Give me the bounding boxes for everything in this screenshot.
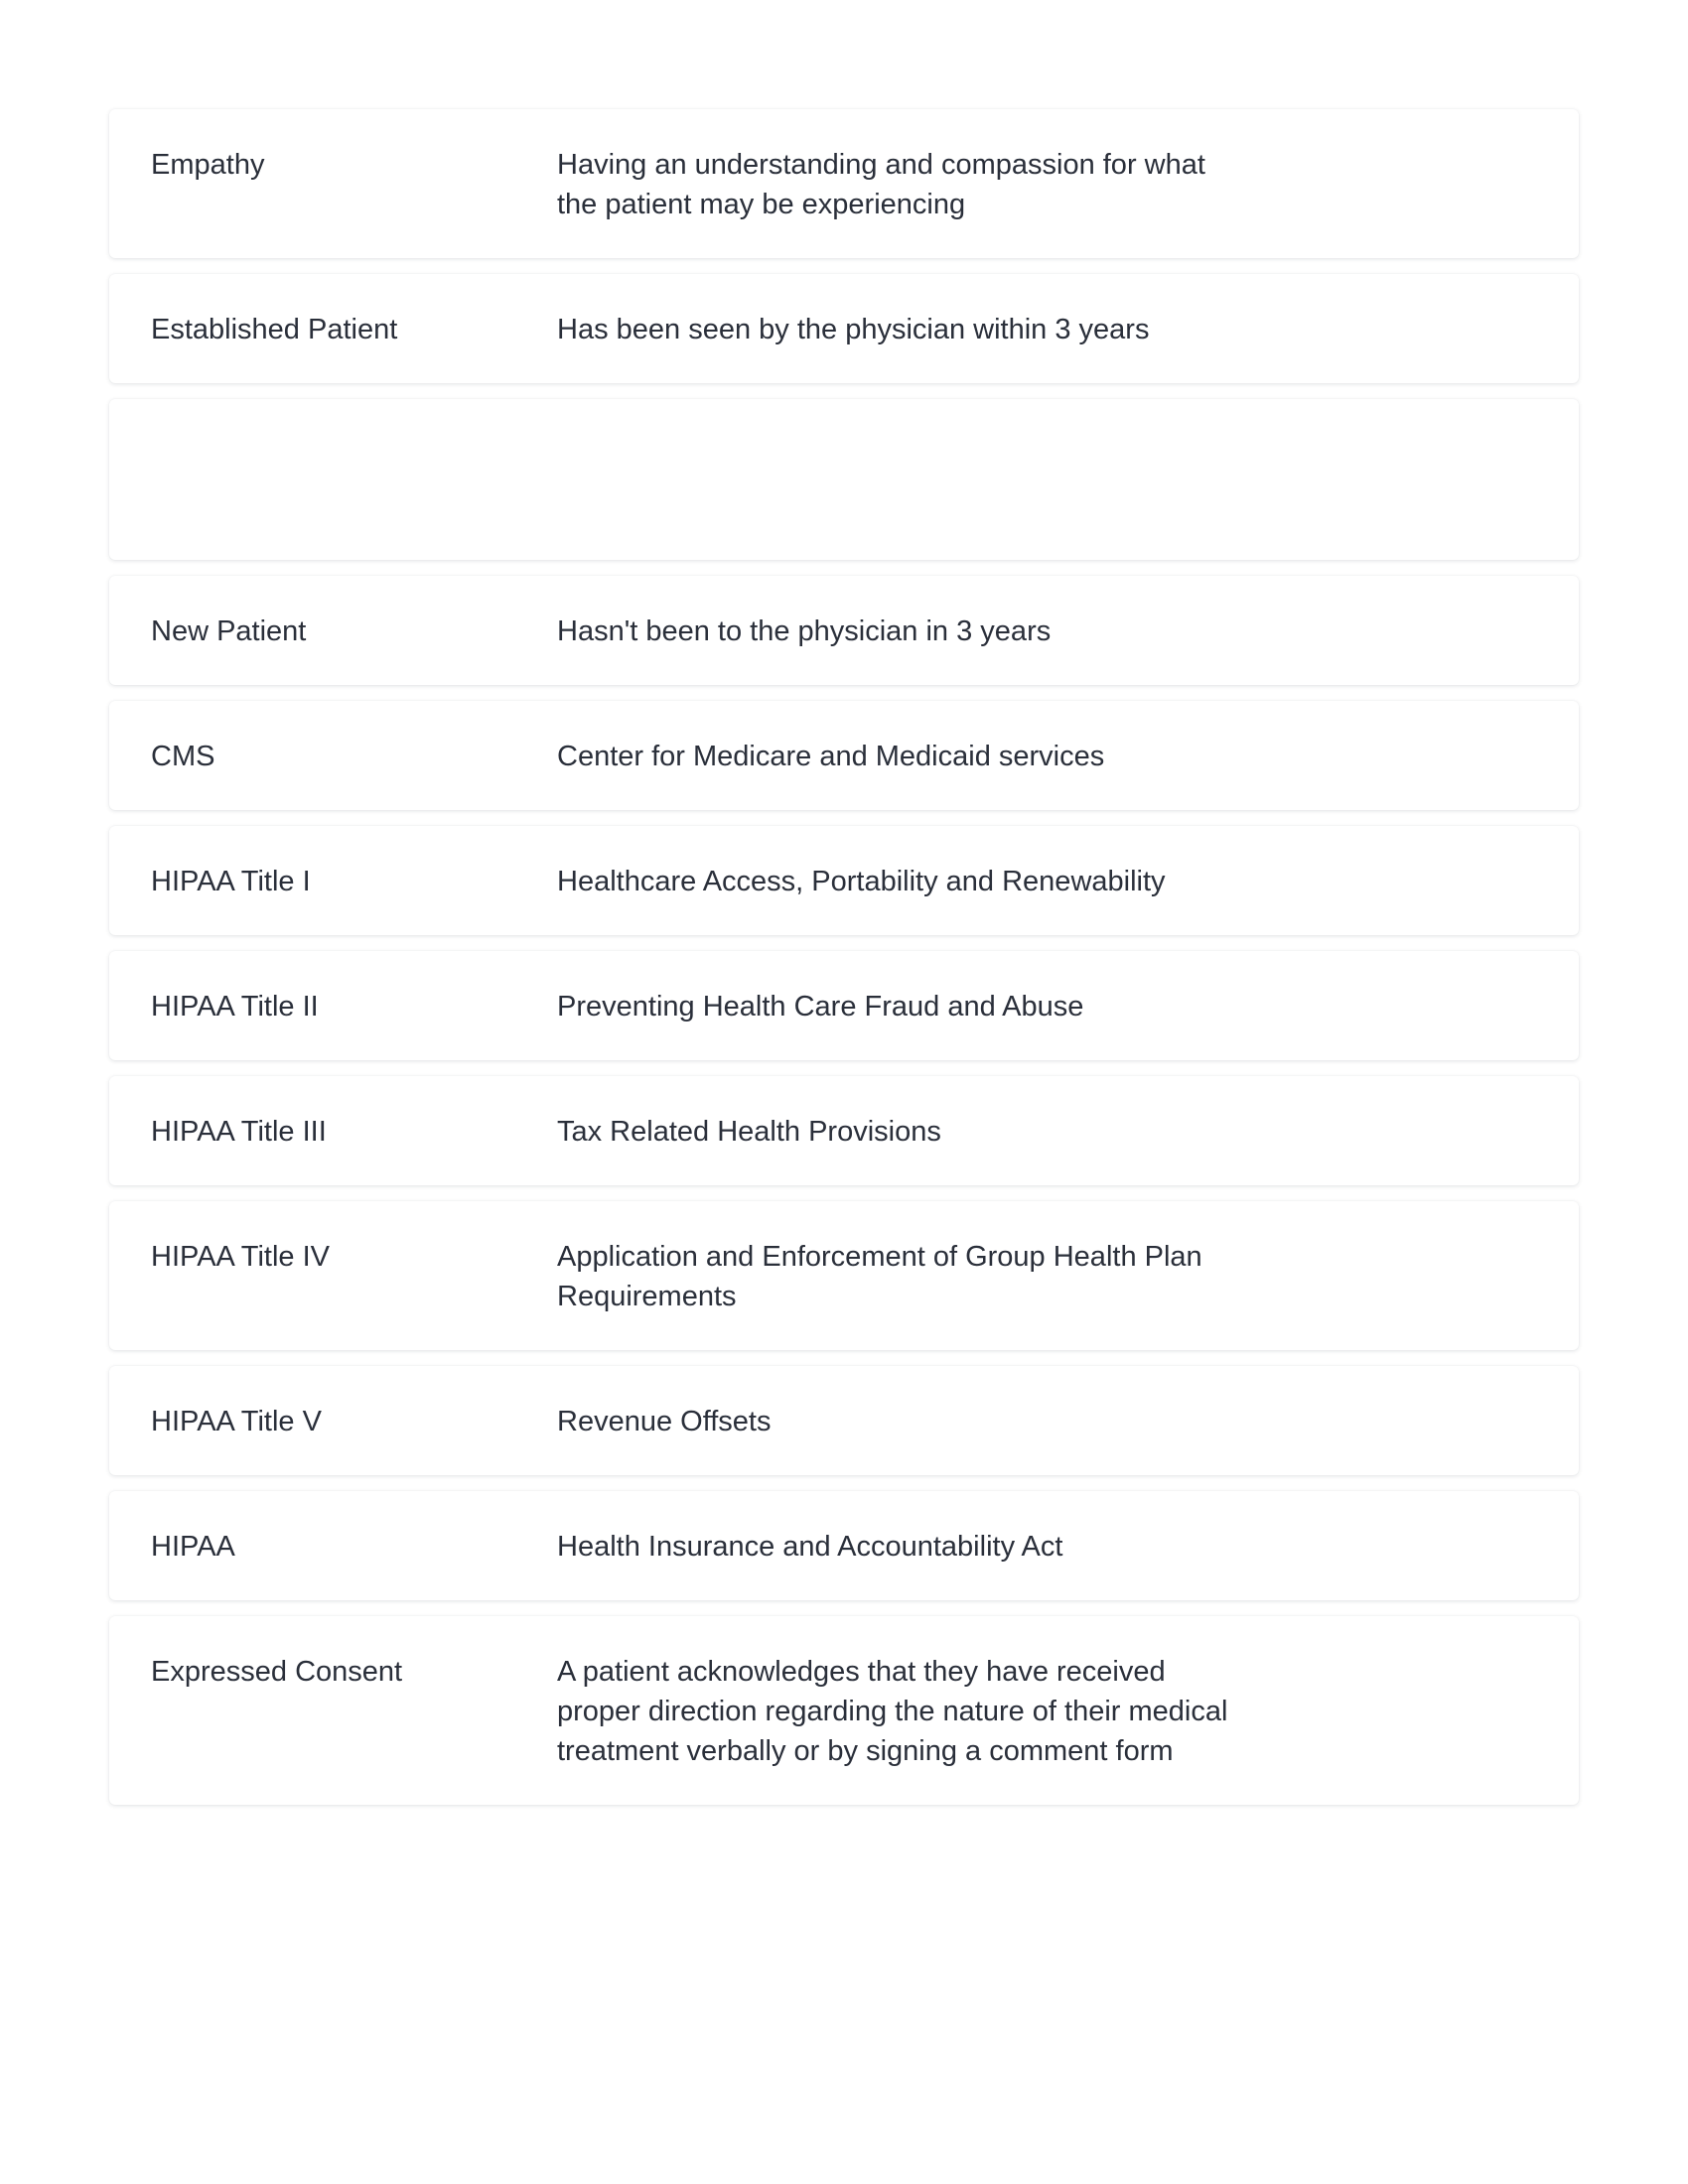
card-term: Established Patient [151,314,398,345]
card-term: HIPAA Title I [151,866,311,897]
flashcard-hipaa-title-1[interactable] [109,826,1579,935]
card-term: HIPAA [151,1531,235,1563]
card-term: New Patient [151,615,307,647]
card-term: HIPAA Title V [151,1406,322,1437]
card-term: Empathy [151,149,265,181]
card-definition: Revenue Offsets [557,1406,772,1437]
flashcard-hipaa[interactable] [109,1491,1579,1600]
flashcard-empty[interactable] [109,399,1579,560]
card-definition: Has been seen by the physician within 3 years [557,314,1150,345]
card-definition: Preventing Health Care Fraud and Abuse [557,991,1084,1023]
card-definition: Application and Enforcement of Group Health Plan Requirements [557,1241,1202,1312]
card-term: Expressed Consent [151,1656,403,1688]
flashcard-new-patient[interactable] [109,576,1579,685]
card-definition: Healthcare Access, Portability and Renewability [557,866,1166,897]
flashcard-hipaa-title-2[interactable] [109,951,1579,1060]
card-definition: A patient acknowledges that they have received proper direction regarding the nature of their medical treatment verbally or by signing a comment form [557,1656,1228,1767]
card-definition: Tax Related Health Provisions [557,1116,941,1148]
card-term: HIPAA Title IV [151,1241,330,1273]
card-definition: Center for Medicare and Medicaid services [557,741,1105,772]
card-definition: Hasn't been to the physician in 3 years [557,615,1052,647]
flashcard-expressed-consent[interactable] [109,1616,1579,1805]
card-definition: Having an understanding and compassion for what the patient may be experiencing [557,149,1205,220]
flashcard-list [109,109,1579,1821]
flashcard-hipaa-title-3[interactable] [109,1076,1579,1185]
card-term: HIPAA Title III [151,1116,327,1148]
card-definition: Health Insurance and Accountability Act [557,1531,1063,1563]
flashcard-established-patient[interactable] [109,274,1579,383]
flashcard-empathy[interactable] [109,109,1579,258]
flashcard-cms[interactable] [109,701,1579,810]
flashcard-hipaa-title-5[interactable] [109,1366,1579,1475]
card-term: CMS [151,741,215,772]
card-term: HIPAA Title II [151,991,319,1023]
flashcard-hipaa-title-4[interactable] [109,1201,1579,1350]
